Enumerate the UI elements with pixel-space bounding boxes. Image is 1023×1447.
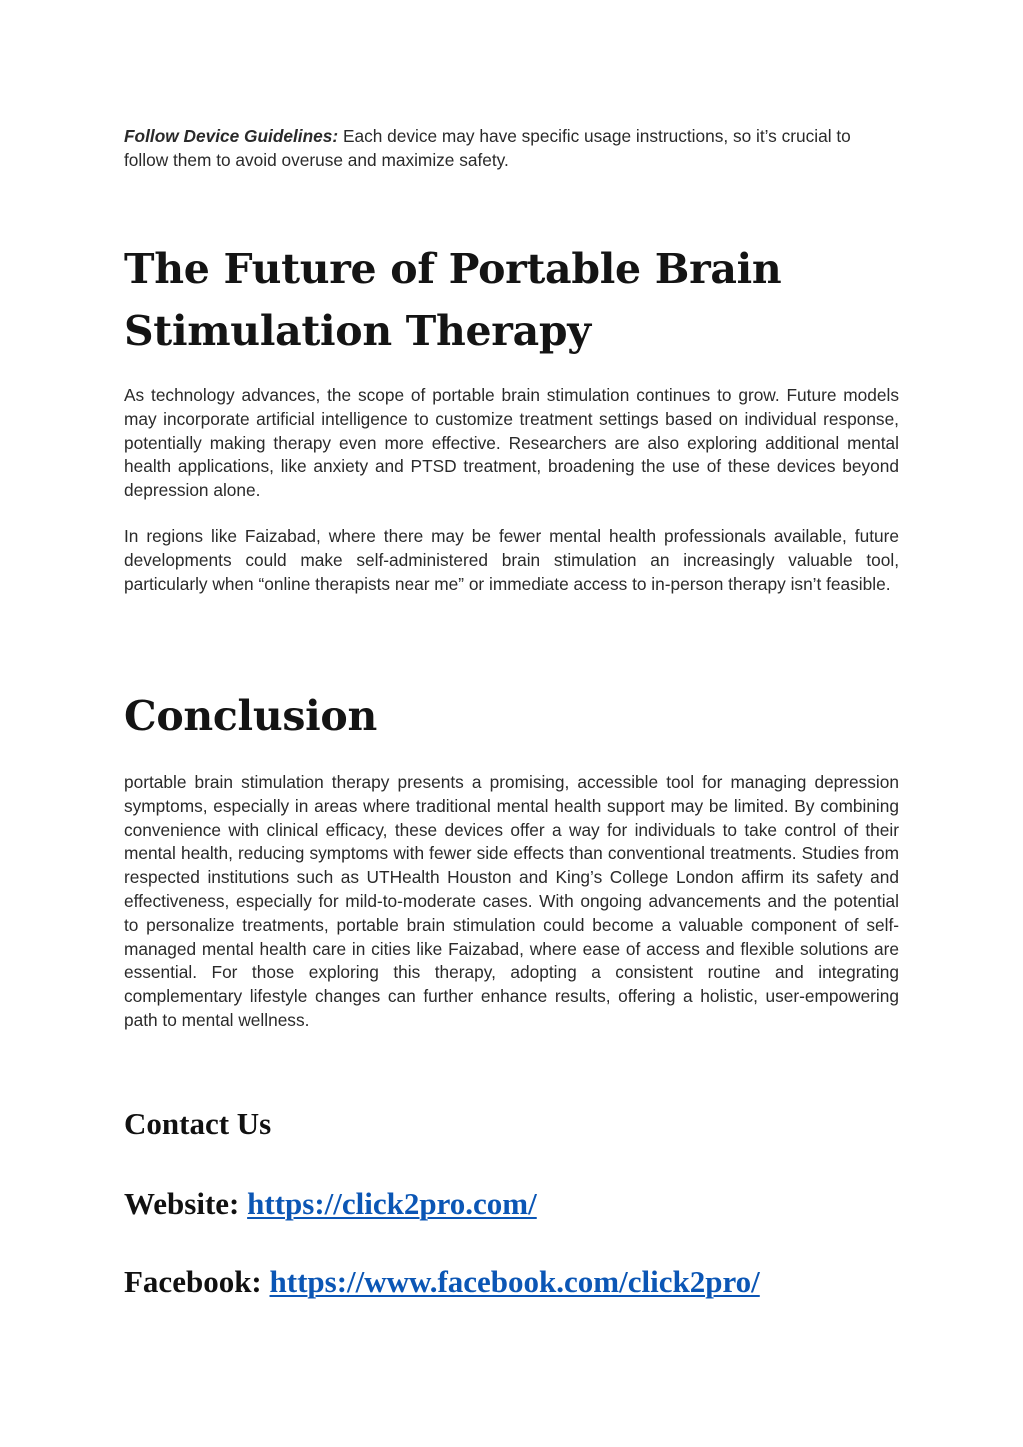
future-section-heading: The Future of Portable Brain Stimulation Therapy	[124, 245, 782, 355]
guidelines-text: Each device may have specific usage instructions, so it’s crucial to follow them to avoid overuse and maximize safety.	[124, 126, 851, 170]
website-line	[124, 1184, 537, 1224]
facebook-link[interactable]: https://www.facebook.com/click2pro/	[269, 1264, 760, 1299]
facebook-line	[124, 1262, 760, 1302]
guidelines-lead: Follow Device Guidelines:	[124, 126, 339, 146]
contact-heading: Contact Us	[124, 1106, 272, 1141]
device-guidelines-paragraph	[124, 125, 899, 173]
website-link[interactable]: https://click2pro.com/	[247, 1186, 537, 1221]
facebook-label: Facebook:	[124, 1264, 262, 1299]
future-paragraph-1: As technology advances, the scope of portable brain stimulation continues to grow. Future models may incorporate artificial intelligence to customize treatment settings based on individual response, potentially making therapy even more effective. Researchers are also exploring additional mental health applications, like anxiety and PTSD treatment, broadening the use of these devices beyond depression alone.	[124, 385, 899, 501]
conclusion-heading: Conclusion	[124, 692, 377, 740]
conclusion-paragraph: portable brain stimulation therapy presents a promising, accessible tool for managing depression symptoms, especially in areas where traditional mental health support may be limited. By combining convenience with clinical efficacy, these devices offer a way for individuals to take control of their mental health, reducing symptoms with fewer side effects than conventional treatments. Studies from respected institutions such as UTHealth Houston and King’s College London affirm its safety and effectiveness, especially for mild-to-moderate cases. With ongoing advancements and the potential to personalize treatments, portable brain stimulation could become a valuable component of self-managed mental health care in cities like Faizabad, where ease of access and flexible solutions are essential. For those exploring this therapy, adopting a consistent routine and integrating complementary lifestyle changes can further enhance results, offering a holistic, user-empowering path to mental wellness.	[124, 772, 899, 1030]
future-paragraph-2: In regions like Faizabad, where there may be fewer mental health professionals available, future developments could make self-administered brain stimulation an increasingly valuable tool, particularly when “online therapists near me” or immediate access to in-person therapy isn’t feasible.	[124, 526, 899, 594]
website-label: Website:	[124, 1186, 240, 1221]
